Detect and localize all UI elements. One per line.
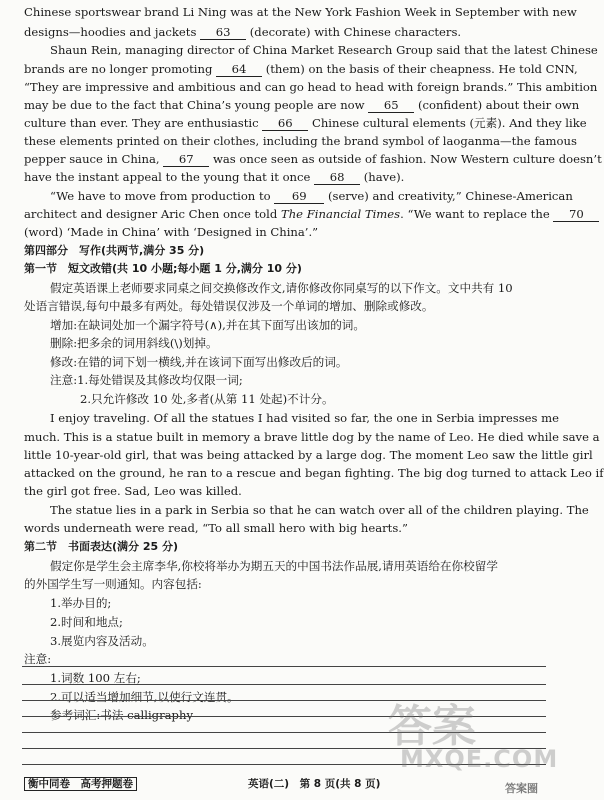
instruction-line: 的外国学生写一则通知。内容包括:	[24, 577, 202, 591]
watermark-site: MXQE.COM	[400, 745, 559, 773]
essay-line: words underneath were read, “To all small hero with big hearts.”	[24, 521, 408, 535]
instruction-line: 2.时间和地点;	[50, 615, 123, 629]
instruction-line: 1.举办目的;	[50, 596, 112, 610]
instruction-line: 参考词汇:书法 calligraphy	[50, 708, 193, 722]
blank-68[interactable]: 68	[314, 170, 360, 185]
essay-line: much. This is a statue built in memory a brave little dog by the name of Leo. He died while save a	[24, 430, 600, 444]
essay-line: The statue lies in a park in Serbia so that he can watch over all of the children playing. The	[50, 503, 589, 517]
instruction-line: 修改:在错的词下划一横线,并在该词下面写出修改后的词。	[50, 355, 348, 369]
blank-70[interactable]: 70	[553, 207, 599, 222]
passage-line: architect and designer Aric Chen once told The Financial Times. “We want to replace the 70	[24, 207, 599, 222]
essay-line: attacked on the ground, he ran to a rescue and began fighting. The big dog turned to attack Leo if	[24, 466, 604, 480]
section1-title: 第一节 短文改错(共 10 小题;每小题 1 分,满分 10 分)	[24, 262, 302, 275]
instruction-line: 假定英语课上老师要求同桌之间交换修改作文,请你修改你同桌写的以下作文。文中共有 10	[50, 281, 513, 295]
essay-line: the girl got free. Sad, Leo was killed.	[24, 484, 242, 498]
instruction-line: 删除:把多余的词用斜线(\)划掉。	[50, 336, 218, 350]
instruction-line: 2.可以适当增加细节,以使行文连贯。	[50, 690, 239, 704]
passage-line: (word) ‘Made in China’ with ‘Designed in China’.”	[24, 225, 319, 239]
blank-65[interactable]: 65	[368, 98, 414, 113]
instruction-line: 1.词数 100 左右;	[50, 671, 141, 685]
writing-line[interactable]	[22, 684, 546, 685]
passage-line: brands are no longer promoting 64 (them) on the basis of their cheapness. He told CNN,	[24, 62, 578, 76]
passage-line: culture than ever. They are enthusiastic 66 Chinese cultural elements (元素). And they like	[24, 116, 587, 130]
blank-67[interactable]: 67	[163, 152, 209, 167]
instruction-line: 注意:	[24, 652, 52, 666]
essay-line: I enjoy traveling. Of all the statues I had visited so far, the one in Serbia impresses me	[50, 411, 560, 425]
passage-line: Chinese sportswear brand Li Ning was at the New York Fashion Week in September with new	[24, 5, 577, 19]
part4-title: 第四部分 写作(共两节,满分 35 分)	[24, 244, 205, 257]
blank-66[interactable]: 66	[262, 116, 308, 131]
passage-line: pepper sauce in China, 67 was once seen as outside of fashion. Now Western culture doesn’t	[24, 152, 602, 166]
passage-line: “We have to move from production to 69 (serve) and creativity,” Chinese-American	[50, 189, 573, 203]
instruction-line: 2.只允许修改 10 处,多者(从第 11 处起)不计分。	[80, 392, 334, 406]
blank-69[interactable]: 69	[274, 189, 324, 204]
blank-64[interactable]: 64	[216, 62, 262, 77]
passage-line: have the instant appeal to the young that it once 68 (have).	[24, 170, 405, 184]
instruction-line: 假定你是学生会主席李华,你校将举办为期五天的中国书法作品展,请用英语给在你校留学	[50, 559, 498, 573]
instruction-line: 处语言错误,每句中最多有两处。每处错误仅涉及一个单词的增加、删除或修改。	[24, 299, 434, 313]
passage-line: Shaun Rein, managing director of China Market Research Group said that the latest Chinese	[50, 43, 598, 57]
watermark-logo: 答案	[388, 701, 476, 752]
passage-line: may be due to the fact that China’s young people are now 65 (confident) about their own	[24, 98, 580, 112]
footer-left: 衡中同卷 高考押题卷	[24, 776, 137, 791]
instruction-line: 3.展览内容及活动。	[50, 634, 154, 648]
instruction-line: 增加:在缺词处加一个漏字符号(∧),并在其下面写出该加的词。	[50, 318, 365, 332]
blank-63[interactable]: 63	[200, 25, 246, 40]
newspaper-title: The Financial Times	[280, 207, 401, 221]
section2-title: 第二节 书面表达(满分 25 分)	[24, 540, 179, 553]
essay-line: little 10-year-old girl, that was being attacked by a large dog. The moment Leo saw the little girl	[24, 448, 593, 462]
footer-page-info: 英语(二) 第 8 页(共 8 页)	[248, 778, 381, 790]
passage-line: these elements printed on their clothes, including the brand symbol of laoganma—the famous	[24, 134, 577, 148]
watermark-small: 答案圈	[505, 782, 538, 795]
passage-line: designs—hoodies and jackets 63 (decorate) with Chinese characters.	[24, 25, 462, 39]
instruction-line: 注意:1.每处错误及其修改均仅限一词;	[50, 373, 243, 387]
passage-line: “They are impressive and ambitious and can go head to head with foreign brands.” This ambition	[24, 80, 598, 94]
writing-line[interactable]	[22, 666, 546, 667]
